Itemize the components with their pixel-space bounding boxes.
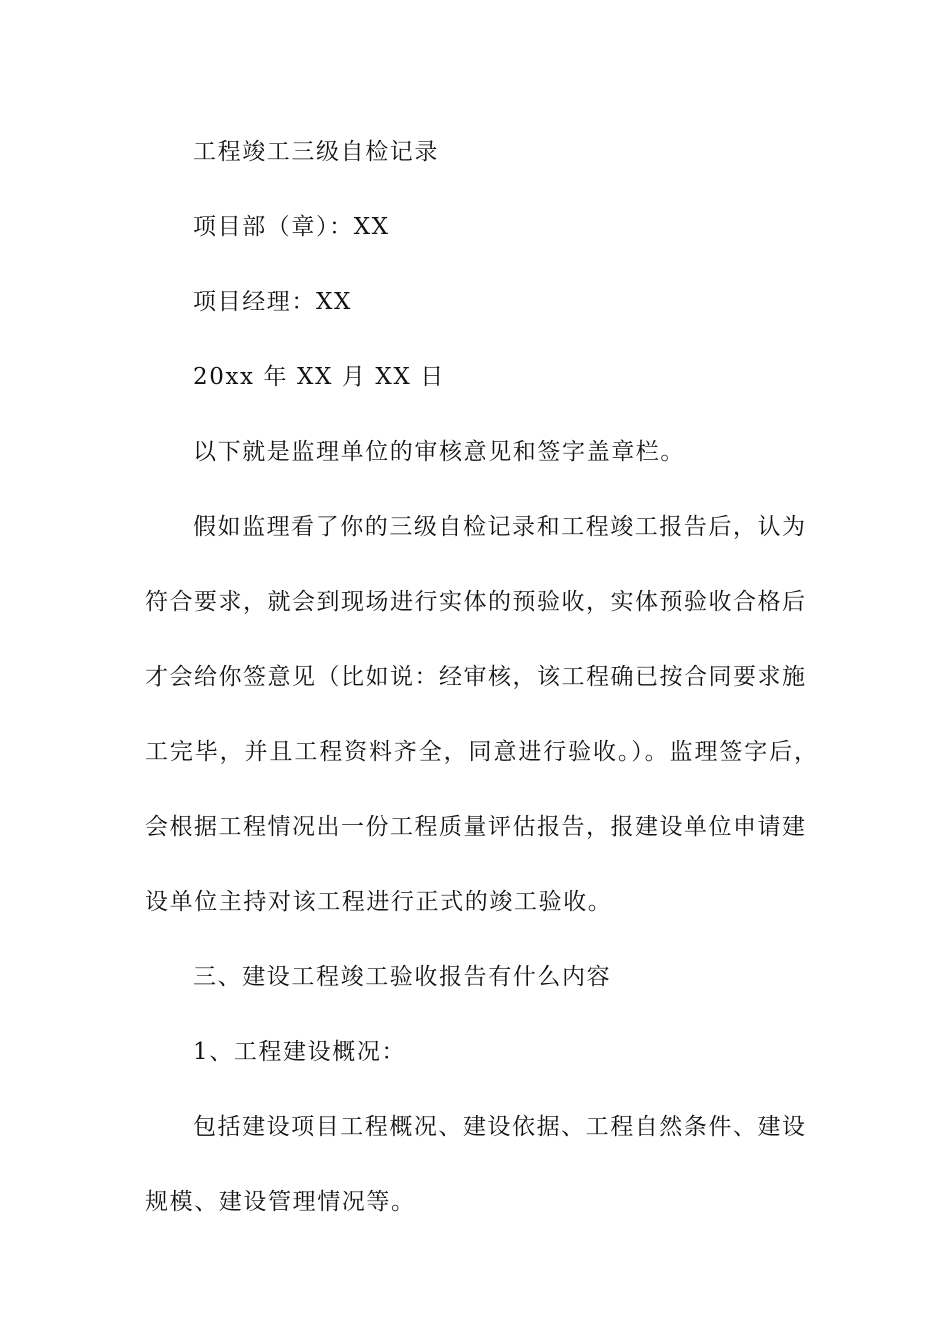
section-heading: 三、建设工程竣工验收报告有什么内容 <box>193 964 612 990</box>
paragraph-line: 假如监理看了你的三级自检记录和工程竣工报告后，认为 <box>193 514 805 540</box>
paragraph-line: 规模、建设管理情况等。 <box>145 1189 416 1215</box>
paragraph-line: 设单位主持对该工程进行正式的竣工验收。 <box>145 889 613 915</box>
project-department-line: 项目部（章）：XX <box>193 214 390 240</box>
paragraph-line: 包括建设项目工程概况、建设依据、工程自然条件、建设 <box>193 1114 805 1140</box>
project-manager-line: 项目经理：XX <box>193 289 352 315</box>
paragraph-line: 工完毕，并且工程资料齐全，同意进行验收。）。监理签字后， <box>145 739 817 765</box>
paragraph-line: 才会给你签意见（比如说：经审核，该工程确已按合同要求施 <box>145 664 805 690</box>
document-title: 工程竣工三级自检记录 <box>193 139 439 165</box>
subsection-heading: 1、工程建设概况： <box>193 1039 407 1065</box>
date-line: 20xx 年 XX 月 XX 日 <box>193 364 445 390</box>
paragraph-line: 以下就是监理单位的审核意见和签字盖章栏。 <box>193 439 685 465</box>
paragraph-line: 符合要求，就会到现场进行实体的预验收，实体预验收合格后 <box>145 589 805 615</box>
paragraph-line: 会根据工程情况出一份工程质量评估报告，报建设单位申请建 <box>145 814 805 840</box>
